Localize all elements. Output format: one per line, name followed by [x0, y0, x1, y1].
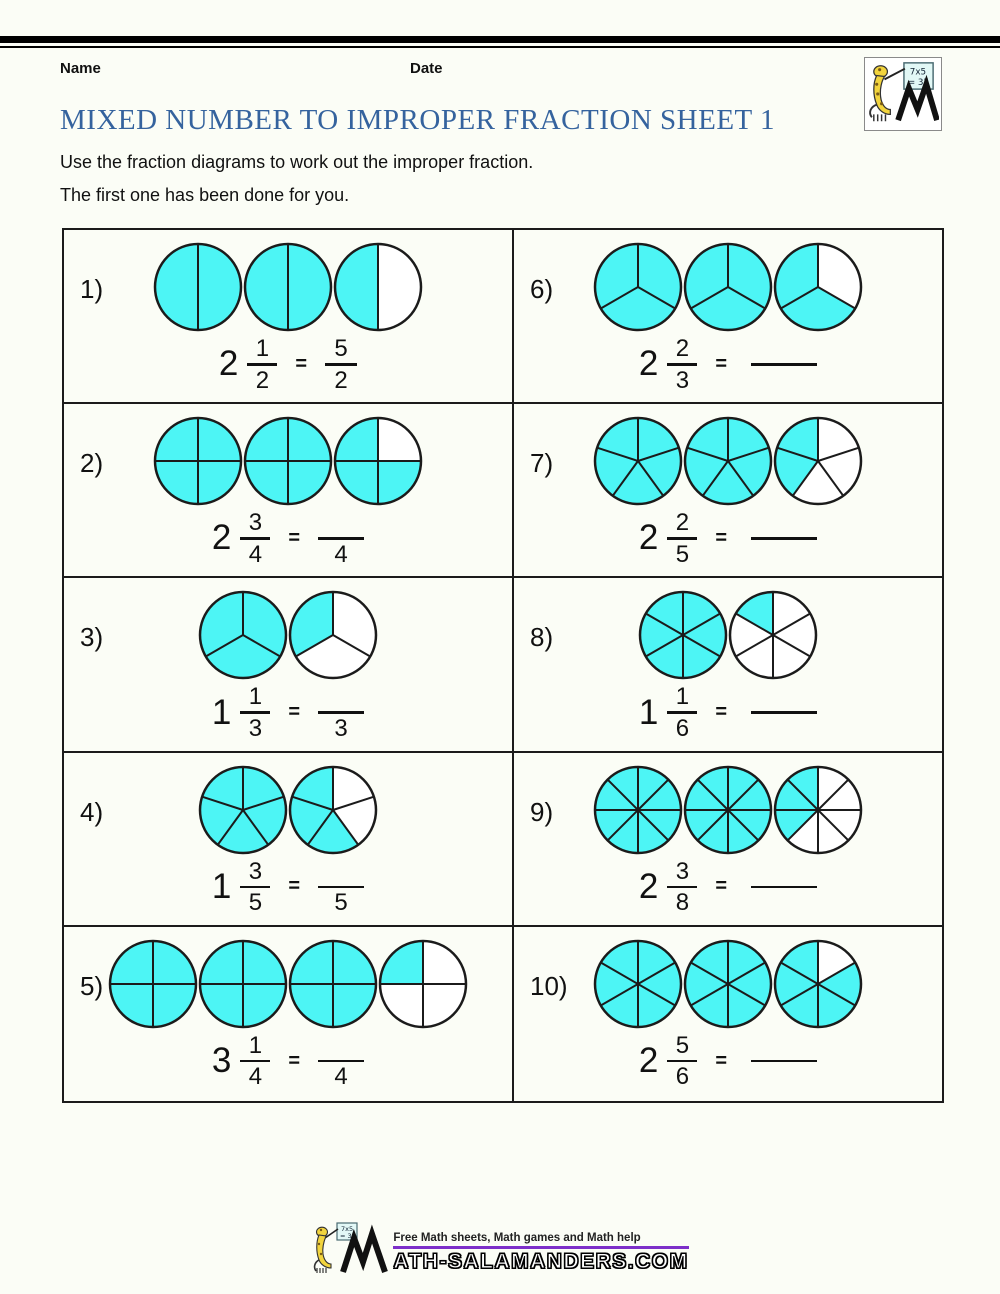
mixed-fraction — [240, 508, 270, 569]
salamander-logo-graphic — [865, 58, 939, 128]
fraction-numerator: 1 — [255, 335, 270, 362]
problem-cell-4 — [64, 753, 514, 927]
problem-number: 7) — [530, 448, 554, 479]
footer-mascot-spot — [320, 1253, 322, 1255]
fraction-numerator — [334, 857, 348, 886]
fraction-numerator: 1 — [675, 683, 690, 711]
footer-tagline: Free Math sheets, Math games and Math help — [393, 1232, 641, 1244]
equals-sign: = — [288, 875, 301, 898]
footer-mascot-spot — [318, 1243, 320, 1245]
fraction-circle-2-of-5 — [773, 416, 863, 506]
mixed-fraction — [247, 334, 277, 395]
fraction-denominator: 5 — [334, 889, 348, 917]
fraction-denominator: 3 — [248, 714, 263, 742]
footer-mascot-spot — [320, 1229, 322, 1231]
mixed-fraction — [667, 334, 697, 395]
fraction-circle-8-of-8 — [683, 765, 773, 855]
fraction-denominator: 2 — [334, 366, 348, 394]
fraction-denominator: 6 — [675, 714, 690, 742]
footer-mascot-body — [317, 1235, 331, 1268]
whole-number: 2 — [638, 1041, 659, 1081]
answer-fraction-blank-numerator — [318, 857, 364, 918]
mascot-spot — [876, 92, 879, 95]
fraction-circle-6-of-6 — [593, 939, 683, 1029]
whole-number: 1 — [211, 866, 232, 906]
problem-number: 2) — [80, 448, 104, 479]
equation — [64, 1031, 512, 1092]
mixed-fraction — [667, 857, 697, 918]
problem-number: 8) — [530, 622, 554, 653]
fraction-circle-3-of-3 — [198, 590, 288, 680]
equals-sign: = — [288, 1049, 301, 1072]
fraction-numerator: 1 — [248, 1031, 263, 1059]
fraction-circle-5-of-5 — [198, 765, 288, 855]
equals-sign: = — [715, 875, 728, 898]
answer-blank-line — [751, 1060, 817, 1063]
fraction-circle-4-of-4 — [153, 416, 243, 506]
fraction-numerator: 1 — [248, 683, 263, 711]
equals-sign: = — [715, 352, 728, 375]
whole-number: 2 — [638, 518, 659, 558]
mixed-fraction — [667, 682, 697, 743]
fraction-diagrams — [514, 765, 942, 855]
footer — [0, 1220, 1000, 1274]
problem-number: 6) — [530, 274, 554, 304]
footer-logo-block — [311, 1220, 688, 1274]
fraction-denominator: 3 — [334, 714, 348, 742]
problem-cell-2 — [64, 404, 514, 578]
fraction-denominator: 4 — [248, 1063, 263, 1091]
logo-board-text-top: 7x5 — [909, 67, 927, 78]
problem-number: 1) — [80, 274, 104, 304]
mixed-fraction — [240, 1031, 270, 1092]
fraction-circle-1-of-2 — [333, 242, 423, 332]
fraction-circle-1-of-6 — [728, 590, 818, 680]
fraction-diagrams — [64, 416, 512, 506]
fraction-numerator — [334, 1031, 348, 1060]
fraction-denominator: 8 — [675, 889, 690, 917]
fraction-diagrams — [64, 242, 512, 332]
equation — [64, 857, 512, 918]
date-field-label: Date — [410, 60, 443, 77]
fraction-circle-2-of-2 — [153, 242, 243, 332]
fraction-diagrams — [514, 939, 942, 1029]
equals-sign: = — [715, 526, 728, 549]
fraction-circle-4-of-4 — [288, 939, 378, 1029]
name-field-label: Name — [60, 60, 101, 77]
problems-table — [62, 228, 944, 1103]
footer-salamander-logo — [311, 1220, 391, 1274]
answer-blank-line — [751, 363, 817, 366]
fraction-denominator: 2 — [255, 366, 270, 394]
fraction-numerator: 2 — [675, 335, 690, 362]
equals-sign: = — [715, 1049, 728, 1072]
answer-blank-line — [751, 537, 817, 540]
problem-number: 4) — [80, 796, 104, 827]
footer-text-block — [393, 1232, 688, 1274]
problem-cell-1 — [64, 230, 514, 404]
fraction-circle-3-of-3 — [593, 242, 683, 332]
answer-fraction-blank-numerator — [318, 1031, 364, 1092]
equals-sign: = — [715, 701, 728, 724]
top-border-rule — [0, 36, 1000, 43]
equals-sign: = — [288, 701, 301, 724]
whole-number: 2 — [218, 344, 239, 384]
whole-number: 3 — [211, 1041, 232, 1081]
equation — [514, 682, 942, 743]
fraction-circle-4-of-4 — [243, 416, 333, 506]
whole-number: 1 — [638, 692, 659, 732]
fraction-circle-1-of-3 — [288, 590, 378, 680]
mascot-spot — [880, 102, 883, 105]
fraction-circle-1-of-4 — [378, 939, 468, 1029]
whole-number: 2 — [211, 518, 232, 558]
answer-fraction-blank-numerator — [318, 508, 364, 569]
equation — [64, 682, 512, 743]
fraction-numerator: 5 — [675, 1031, 690, 1059]
fraction-circle-3-of-5 — [288, 765, 378, 855]
fraction-numerator — [334, 682, 348, 711]
top-border-rule-thin — [0, 46, 1000, 48]
equation — [64, 508, 512, 569]
problem-number: 9) — [530, 796, 554, 827]
fraction-circle-6-of-6 — [638, 590, 728, 680]
fraction-circle-4-of-4 — [108, 939, 198, 1029]
fraction-circle-5-of-6 — [773, 939, 863, 1029]
fraction-circle-3-of-4 — [333, 416, 423, 506]
fraction-denominator: 4 — [334, 1063, 348, 1091]
fraction-circle-5-of-5 — [683, 416, 773, 506]
whole-number: 2 — [638, 344, 659, 384]
fraction-diagrams — [514, 416, 942, 506]
fraction-denominator: 5 — [248, 889, 263, 917]
mixed-fraction — [667, 508, 697, 569]
equation — [514, 1031, 942, 1092]
fraction-denominator: 6 — [675, 1063, 690, 1091]
fraction-circle-2-of-3 — [773, 242, 863, 332]
equals-sign: = — [295, 352, 308, 375]
logo-board-text-bottom: = 35 — [907, 78, 930, 89]
problem-cell-9 — [514, 753, 942, 927]
fraction-circle-3-of-3 — [683, 242, 773, 332]
whole-number: 2 — [638, 866, 659, 906]
fraction-denominator: 4 — [334, 540, 348, 568]
whole-number: 1 — [211, 692, 232, 732]
fraction-diagrams — [64, 939, 512, 1029]
problem-number: 5) — [80, 970, 104, 1001]
fraction-numerator: 3 — [675, 857, 690, 885]
footer-board-text-bottom: = 35 — [340, 1232, 357, 1240]
fraction-denominator: 5 — [675, 540, 690, 568]
mixed-fraction — [240, 682, 270, 743]
page-title: MIXED NUMBER TO IMPROPER FRACTION SHEET 1 — [60, 104, 775, 136]
footer-site-text: ATH-SALAMANDERS.COM — [393, 1250, 689, 1273]
answer-blank-line — [751, 886, 817, 889]
problem-cell-5 — [64, 927, 514, 1101]
fraction-circle-8-of-8 — [593, 765, 683, 855]
fraction-numerator: 5 — [334, 335, 348, 362]
mixed-fraction — [240, 857, 270, 918]
instruction-line-2: The first one has been done for you. — [60, 185, 350, 205]
fraction-circle-2-of-2 — [243, 242, 333, 332]
fraction-denominator: 3 — [675, 366, 690, 394]
footer-mascot-feet — [317, 1268, 326, 1273]
answer-fraction — [325, 334, 357, 395]
math-salamanders-logo — [864, 57, 942, 131]
fraction-denominator: 4 — [248, 540, 263, 568]
fraction-numerator — [334, 508, 348, 537]
problem-cell-3 — [64, 578, 514, 752]
fraction-numerator: 3 — [248, 857, 263, 885]
fraction-numerator: 2 — [675, 509, 690, 537]
equation — [514, 508, 942, 569]
mixed-fraction — [667, 1031, 697, 1092]
equation — [514, 334, 942, 395]
problem-number: 3) — [80, 622, 104, 653]
fraction-diagrams — [514, 590, 942, 680]
problem-cell-10 — [514, 927, 942, 1101]
problem-cell-7 — [514, 404, 942, 578]
fraction-circle-5-of-5 — [593, 416, 683, 506]
equation — [514, 857, 942, 918]
problem-number: 10) — [530, 970, 568, 1001]
footer-board-text-top: 7x5 — [341, 1225, 354, 1233]
answer-fraction-blank-numerator — [318, 682, 364, 743]
fraction-circle-4-of-4 — [198, 939, 288, 1029]
footer-purple-rule — [393, 1246, 688, 1249]
mascot-body — [874, 76, 891, 115]
equals-sign: = — [288, 526, 301, 549]
equation — [64, 334, 512, 395]
instruction-line-1: Use the fraction diagrams to work out the improper fraction. — [60, 152, 534, 172]
fraction-diagrams — [64, 765, 512, 855]
fraction-circle-6-of-6 — [683, 939, 773, 1029]
fraction-numerator: 3 — [248, 509, 263, 537]
mascot-feet — [874, 114, 886, 121]
problem-cell-8 — [514, 578, 942, 752]
fraction-diagrams — [514, 242, 942, 332]
problem-cell-6 — [514, 230, 942, 404]
mascot-spot — [875, 83, 878, 86]
mascot-spot — [878, 68, 881, 71]
answer-blank-line — [751, 711, 817, 714]
fraction-circle-3-of-8 — [773, 765, 863, 855]
fraction-diagrams — [64, 590, 512, 680]
